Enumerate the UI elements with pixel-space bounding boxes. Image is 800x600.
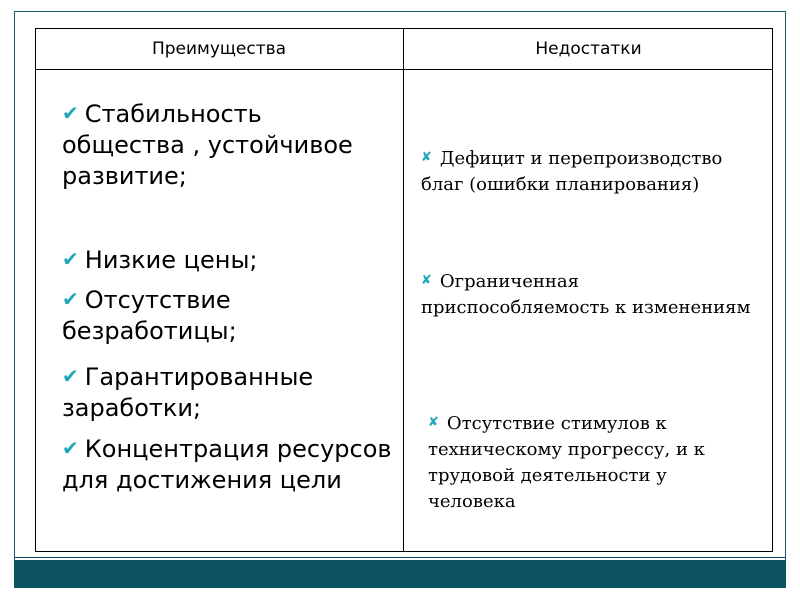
advantage-text: Концентрация ресурсов для достижения цели: [62, 435, 392, 494]
advantage-item: [62, 244, 392, 276]
check-icon: ✔: [62, 101, 79, 125]
cross-icon: ✘: [428, 415, 439, 430]
advantage-item: [62, 361, 392, 424]
advantage-text: Гарантированные заработки;: [62, 363, 314, 422]
disadvantage-text: Отсутствие стимулов к техническому прогрессу, и к трудовой деятельности у человека: [428, 413, 705, 512]
column-divider: [403, 28, 404, 552]
disadvantage-item: [421, 145, 766, 198]
advantage-item: [62, 284, 392, 347]
header-divider: [35, 69, 773, 70]
advantage-text: Стабильность общества , устойчивое развитие;: [62, 100, 353, 190]
check-icon: ✔: [62, 436, 79, 460]
cross-icon: ✘: [421, 150, 432, 165]
advantage-item: [62, 98, 392, 192]
header-disadvantages: Недостатки: [535, 38, 642, 59]
cross-icon: ✘: [421, 273, 432, 288]
advantage-text: Отсутствие безработицы;: [62, 286, 237, 345]
check-icon: ✔: [62, 364, 79, 388]
header-advantages: Преимущества: [151, 38, 287, 59]
check-icon: ✔: [62, 247, 79, 271]
disadvantage-text: Ограниченная приспособляемость к изменениям: [421, 271, 751, 318]
advantage-item: [62, 433, 392, 496]
check-icon: ✔: [62, 287, 79, 311]
advantage-text: Низкие цены;: [84, 246, 258, 274]
disadvantage-text: Дефицит и перепроизводство благ (ошибки планирования): [421, 148, 723, 195]
disadvantage-item: [421, 268, 766, 321]
bottom-bar: [14, 560, 786, 588]
disadvantage-item: [428, 410, 758, 515]
